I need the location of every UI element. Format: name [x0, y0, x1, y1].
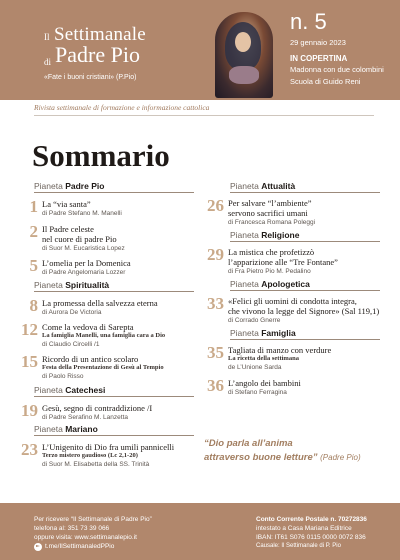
- postal-account: Conto Corrente Postale n. 70272836: [256, 516, 367, 523]
- section-header-spiritualita: Pianeta Spiritualità: [34, 280, 194, 292]
- footer-subscribe: Per ricevere “Il Settimanale di Padre Pio”: [34, 516, 152, 523]
- quote-line-1: “Dio parla all’anima: [204, 438, 293, 449]
- page-number: 29: [207, 245, 224, 264]
- masthead-settimanale: Settimanale: [54, 24, 146, 45]
- entry-title: Per salvare “l’ambiente”: [228, 198, 312, 208]
- footer-payment: [256, 515, 396, 551]
- entry-title: L’angolo dei bambini: [228, 378, 301, 388]
- entry-author: de L’Unione Sarda: [228, 364, 282, 371]
- entry-title-line2: l’apparizione alle “Tre Fontane”: [228, 257, 338, 267]
- entry-author: di Claudio Circelli /1: [42, 341, 100, 348]
- page-number: 36: [207, 376, 224, 395]
- cover-image: [215, 12, 273, 98]
- footer-website-link[interactable]: oppure visita: www.settimanalepio.it: [34, 534, 137, 541]
- page-number: 5: [29, 256, 38, 275]
- section-header-famiglia: Pianeta Famiglia: [230, 328, 380, 340]
- entry-title: Come la vedova di Sarepta: [42, 322, 134, 332]
- page-number: 33: [207, 294, 224, 313]
- entry-title: Ricordo di un antico scolaro: [42, 354, 139, 364]
- issue-number: n. 5: [290, 9, 327, 34]
- entry-title: Tagliata di manzo con verdure: [228, 345, 332, 355]
- page-title: Sommario: [32, 138, 170, 173]
- entry-author: di Corrado Gnerre: [228, 317, 281, 324]
- entry-title: La promessa della salvezza eterna: [42, 298, 158, 308]
- entry-subtitle: Festa della Presentazione di Gesù al Tempio: [42, 364, 164, 371]
- masthead-motto: «Fate i buoni cristiani» (P.Pio): [44, 74, 137, 81]
- footer-phone[interactable]: telefona al: 351 73 39 066: [34, 525, 110, 532]
- entry-author: di Padre Serafino M. Lanzetta: [42, 414, 128, 421]
- entry-subtitle: La ricetta della settimana: [228, 355, 299, 362]
- section-header-religione: Pianeta Religione: [230, 230, 380, 242]
- quote-line-2: attraverso buone letture”: [204, 452, 318, 463]
- section-header-mariano: Pianeta Mariano: [34, 424, 194, 436]
- masthead-padre-pio: Padre Pio: [55, 42, 140, 67]
- telegram-icon: [34, 543, 42, 551]
- entry-author: di Fra Pietro Pio M. Pedalino: [228, 268, 311, 275]
- payment-reason: Causale: Il Settimanale di P. Pio: [256, 543, 341, 549]
- page-number: 12: [21, 320, 38, 339]
- footer: [0, 503, 400, 560]
- entry-author: di Padre Angelomaria Lozzer: [42, 269, 126, 276]
- footer-telegram-link[interactable]: [34, 542, 234, 551]
- telegram-handle: t.me/IlSettimanaledPPio: [45, 543, 115, 550]
- iban: IBAN: IT61 S076 0115 0000 0072 836: [256, 534, 366, 541]
- masthead-logo: [40, 10, 210, 90]
- entry-subtitle: La famiglia Manelli, una famiglia cara a Dio: [42, 332, 166, 339]
- issue-info: [290, 10, 384, 87]
- account-holder: intestato a Casa Mariana Editrice: [256, 525, 352, 532]
- entry-author: di Aurora De Victoria: [42, 309, 102, 316]
- cover-title: IN COPERTINA: [290, 54, 348, 63]
- entry-author: di Francesca Romana Poleggi: [228, 219, 316, 226]
- entry-title-line2: che vivono la legge del Signore» (Sal 119,1): [228, 306, 380, 316]
- entry-title: L’omelia per la Domenica: [42, 258, 131, 268]
- cover-description-1: Madonna con due colombini: [290, 65, 384, 74]
- page-number: 35: [207, 343, 224, 362]
- masthead-di: di: [44, 57, 52, 67]
- entry-author: di Paolo Risso: [42, 373, 84, 380]
- entry-author: di Padre Stefano M. Manelli: [42, 210, 122, 217]
- entry-title: «Felici gli uomini di condotta integra,: [228, 296, 357, 306]
- page-number: 19: [21, 401, 38, 420]
- issue-date: 29 gennaio 2023: [290, 38, 346, 47]
- masthead-il: Il: [44, 32, 50, 42]
- tagline: Rivista settimanale di formazione e informazione cattolica: [34, 103, 210, 112]
- divider: [34, 115, 374, 116]
- entry-title: Gesù, segno di contraddizione /I: [42, 403, 153, 413]
- page-number: 23: [21, 440, 38, 459]
- page-number: 2: [29, 222, 38, 241]
- page-number: 26: [207, 196, 224, 215]
- page-number: 1: [29, 197, 38, 216]
- header-band: [0, 0, 400, 100]
- entry-title: La mistica che profetizzò: [228, 247, 315, 257]
- entry-author: di Stefano Ferragina: [228, 389, 287, 396]
- footer-contacts: [34, 515, 234, 551]
- quote: [204, 437, 384, 465]
- quote-source: (Padre Pio): [320, 453, 361, 462]
- entry-author: di Suor M. Elisabetta della SS. Trinità: [42, 461, 150, 468]
- entry-title-line2: nel cuore di padre Pio: [42, 234, 117, 244]
- page-number: 15: [21, 352, 38, 371]
- entry-title: La “via santa”: [42, 199, 91, 209]
- section-header-padre-pio: Pianeta Padre Pio: [34, 181, 194, 193]
- entry-author: di Suor M. Eucaristica Lopez: [42, 245, 125, 252]
- entry-subtitle: Terzo mistero gaudioso (Lc 2,1-20): [42, 452, 138, 459]
- section-header-catechesi: Pianeta Catechesi: [34, 385, 194, 397]
- entry-title: L’Unigenito di Dio fra umili pannicelli: [42, 442, 175, 452]
- section-header-attualita: Pianeta Attualità: [230, 181, 380, 193]
- page-number: 8: [29, 296, 38, 315]
- entry-title-line2: servono sacrifici umani: [228, 208, 308, 218]
- section-header-apologetica: Pianeta Apologetica: [230, 279, 380, 291]
- entry-title: Il Padre celeste: [42, 224, 94, 234]
- cover-description-2: Scuola di Guido Reni: [290, 77, 361, 86]
